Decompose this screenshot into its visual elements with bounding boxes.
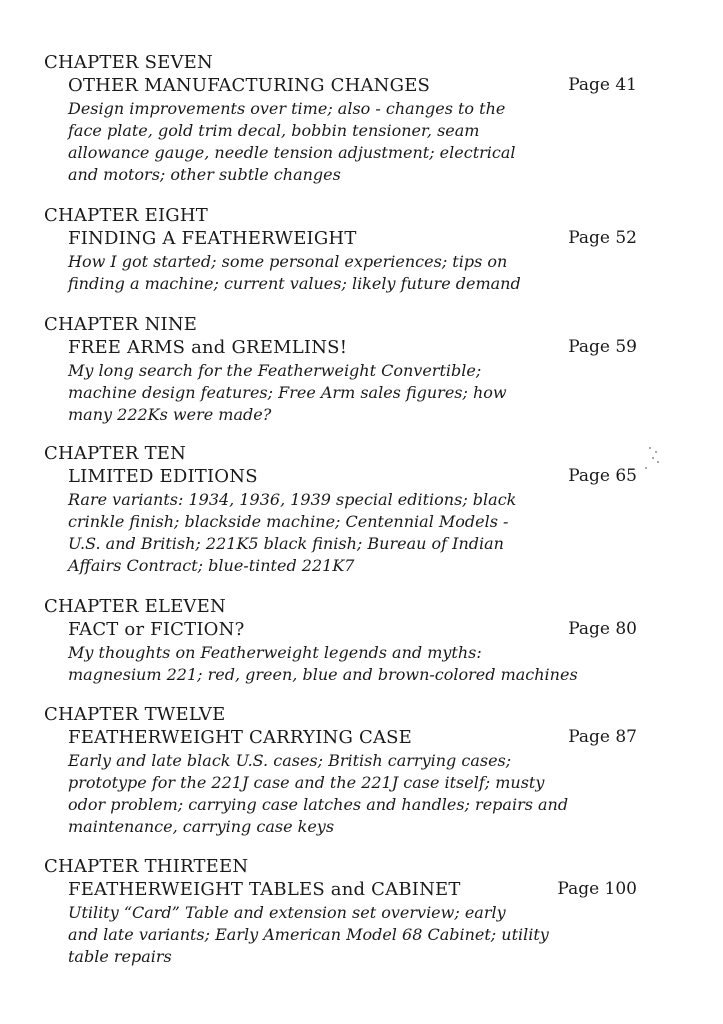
chapter-title: FEATHERWEIGHT TABLES and CABINET — [68, 879, 461, 900]
description-line: Rare variants: 1934, 1936, 1939 special editions; black — [68, 490, 517, 509]
description-line: and late variants; Early American Model 68 Cabinet; utility — [68, 925, 549, 944]
chapter-description — [68, 98, 516, 186]
chapter-title: FACT or FICTION? — [68, 619, 245, 640]
description-line: Utility “Card” Table and extension set overview; early — [68, 903, 506, 922]
description-line: prototype for the 221J case and the 221J case itself; musty — [68, 773, 545, 792]
description-line: crinkle finish; blackside machine; Centennial Models - — [68, 512, 509, 531]
description-line: finding a machine; current values; likely future demand — [68, 274, 521, 293]
description-line: Affairs Contract; blue-tinted 221K7 — [68, 556, 355, 575]
chapter-page-number: Page 80 — [568, 619, 637, 639]
chapter-description — [68, 251, 521, 295]
description-line: magnesium 221; red, green, blue and brown-colored machines — [68, 665, 578, 684]
chapter-title: OTHER MANUFACTURING CHANGES — [68, 75, 431, 96]
chapter-description — [68, 489, 516, 577]
chapter-page-number: Page 52 — [568, 228, 637, 248]
description-line: My long search for the Featherweight Convertible; — [68, 361, 482, 380]
chapter-heading: CHAPTER TEN — [44, 443, 187, 464]
description-line: many 222Ks were made? — [68, 405, 272, 424]
chapter-heading: CHAPTER TWELVE — [44, 704, 226, 725]
description-line: and motors; other subtle changes — [68, 165, 341, 184]
chapter-title: FREE ARMS and GREMLINS! — [68, 337, 348, 358]
description-line: table repairs — [68, 947, 172, 966]
chapter-heading: CHAPTER EIGHT — [44, 205, 208, 226]
chapter-page-number: Page 100 — [557, 879, 637, 899]
description-line: U.S. and British; 221K5 black finish; Bureau of Indian — [68, 534, 504, 553]
description-line: How I got started; some personal experiences; tips on — [68, 252, 508, 271]
description-line: odor problem; carrying case latches and handles; repairs and — [68, 795, 569, 814]
chapter-title: FINDING A FEATHERWEIGHT — [68, 228, 357, 249]
description-line: My thoughts on Featherweight legends and myths: — [68, 643, 482, 662]
description-line: Early and late black U.S. cases; British carrying cases; — [68, 751, 512, 770]
chapter-title: FEATHERWEIGHT CARRYING CASE — [68, 727, 413, 748]
description-line: maintenance, carrying case keys — [68, 817, 335, 836]
chapter-description — [68, 750, 568, 838]
description-line: face plate, gold trim decal, bobbin tensioner, seam — [68, 121, 480, 140]
chapter-title: LIMITED EDITIONS — [68, 466, 258, 487]
chapter-description — [68, 642, 578, 686]
scan-specks — [641, 447, 661, 473]
chapter-page-number: Page 41 — [568, 75, 637, 95]
description-line: machine design features; Free Arm sales figures; how — [68, 383, 507, 402]
chapter-page-number: Page 65 — [568, 466, 637, 486]
chapter-heading: CHAPTER ELEVEN — [44, 596, 226, 617]
chapter-page-number: Page 59 — [568, 337, 637, 357]
chapter-heading: CHAPTER THIRTEEN — [44, 856, 249, 877]
description-line: allowance gauge, needle tension adjustment; electrical — [68, 143, 516, 162]
description-line: Design improvements over time; also - changes to the — [68, 99, 506, 118]
chapter-page-number: Page 87 — [568, 727, 637, 747]
chapter-heading: CHAPTER NINE — [44, 314, 198, 335]
chapter-description — [68, 360, 507, 426]
chapter-description — [68, 902, 549, 968]
chapter-heading: CHAPTER SEVEN — [44, 52, 213, 73]
